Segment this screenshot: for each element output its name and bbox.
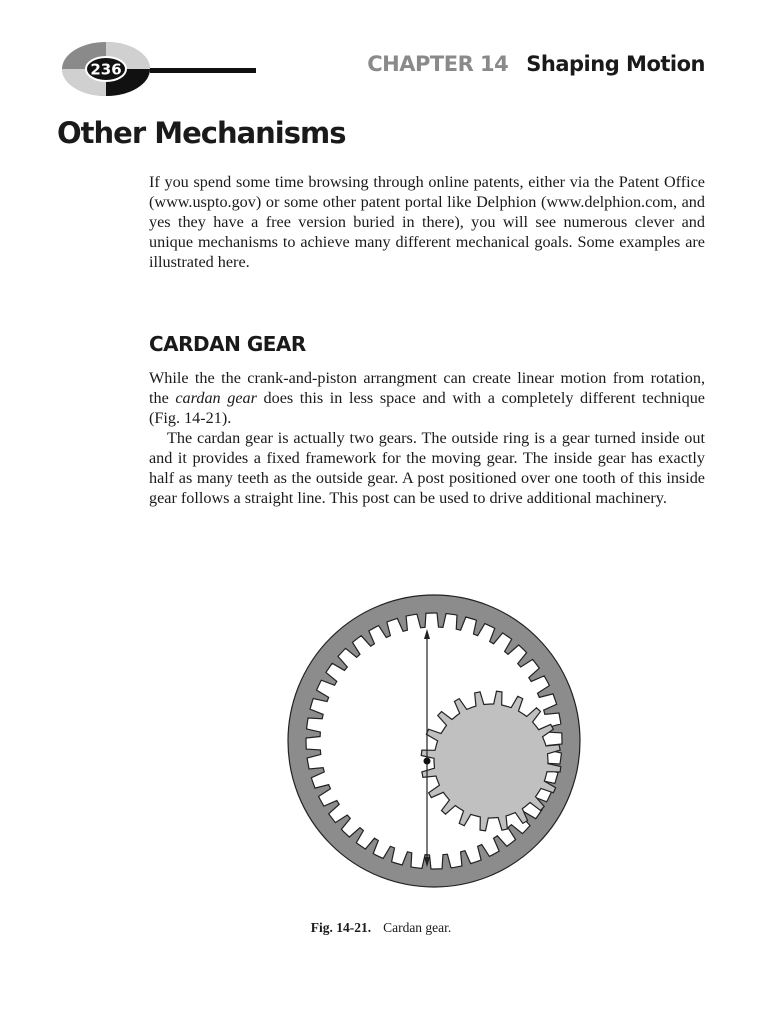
cardan-paragraph-2: The cardan gear is actually two gears. The outside ring is a gear turned inside out and it provides a fixed framework for the moving gear. The inside gear has exactly half as many teeth as the outside gear. A post positioned over one tooth of this inside gear follows a straight line. This post can be used to drive additional machinery. [149,429,705,507]
figure-caption-text: Cardan gear. [383,920,452,935]
figure-caption [0,920,762,936]
p1-before: While the the crank-and-piston arrangment can create linear motion from rotation, the [149,369,705,407]
subsection-title: CARDAN GEAR [149,332,306,356]
chapter-title: Shaping Motion [526,52,705,76]
cardan-gear-term: cardan gear [175,389,257,407]
page-number: 236 [90,60,122,79]
intro-paragraph: If you spend some time browsing through online patents, either via the Patent Office (www.uspto.gov) or some other patent portal like Delphion (www.delphion.com, and yes they have a free version buried in there), you will see numerous clever and unique mechanisms to achieve many different mechanical goals. Some examples are illustrated here. [149,173,705,271]
header-rule [150,68,256,73]
section-title: Other Mechanisms [57,116,346,150]
cardan-gear-figure [286,593,582,889]
figure-label: Fig. 14-21. [310,920,372,935]
page-number-badge [60,40,160,98]
cardan-paragraph-1 [149,368,705,428]
post-marker [424,758,431,765]
page-header [0,0,762,110]
chapter-label: CHAPTER 14 [367,52,509,76]
inner-gear [421,691,561,831]
p1-after: does this in less space and with a completely different technique (Fig. 14-21). [149,389,705,427]
running-head [367,52,705,76]
